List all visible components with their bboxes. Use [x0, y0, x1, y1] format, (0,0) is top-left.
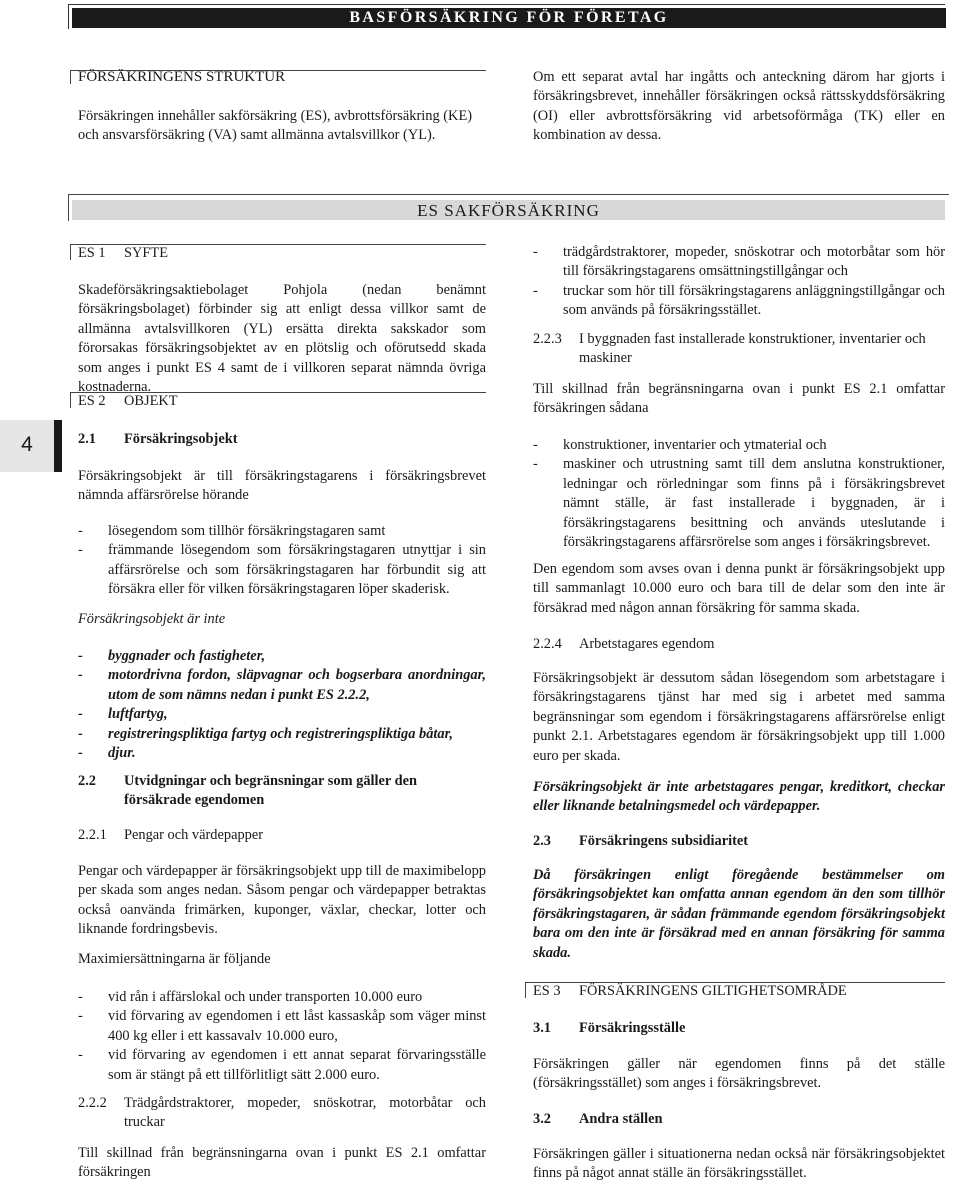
s23-title: Försäkringens subsidiaritet — [579, 833, 749, 849]
s221-body: Pengar och värdepapper är försäkringsobjekt upp till de maximibelopp per skada som anges nedan. Såsom pengar och värdepapper betraktas också oanvända frimärken, kuponger, växlar, checkar, lotter och liknande fordringsbevis. — [78, 863, 486, 938]
s21-list — [78, 522, 486, 600]
list-item: - vid rån i affärslokal och under transporten 10.000 euro — [78, 989, 423, 1005]
s224-title: Arbetstagares egendom — [579, 636, 715, 652]
s32-heading — [533, 1110, 663, 1129]
s221-title: Pengar och värdepapper — [124, 827, 264, 843]
s31-body: Försäkringen gäller när egendomen finns på det ställe (försäkringsstället) som anges i försäkringsbrevet. — [533, 1056, 945, 1092]
list-item: - vid förvaring av egendomen i ett annat separat förvaringsställe som är stängt på ett tillförlitligt sätt 2.000 euro. — [78, 1047, 486, 1083]
s31-number: 3.1 — [533, 1020, 551, 1036]
structure-body: Försäkringen innehåller sakförsäkring (ES), avbrottsförsäkring (KE) och ansvarsförsäkring (VA) samt allmänna avtalsvillkor (YL). — [78, 108, 473, 144]
es1-title: SYFTE — [124, 245, 168, 261]
page-tab-bar — [54, 420, 62, 472]
list-item: - vid förvaring av egendomen i ett låst kassaskåp som väger minst 400 kg eller i ett kassavalv 10.000 euro, — [78, 1008, 486, 1044]
structure-heading: FÖRSÄKRINGENS STRUKTUR — [78, 69, 286, 85]
list-item: - byggnader och fastigheter, — [78, 648, 266, 664]
max-heading: Maximiersättningarna är följande — [78, 951, 271, 967]
list-item: - motordrivna fordon, släpvagnar och bogserbara anordningar, utom de som nämns nedan i punkt ES 2.2.2, — [78, 667, 486, 703]
s23-heading — [533, 832, 748, 851]
es1-number: ES 1 — [78, 245, 106, 261]
s32-number: 3.2 — [533, 1111, 551, 1127]
s223-title: I byggnaden fast installerade konstruktioner, inventarier och maskiner — [579, 331, 926, 367]
s221-number: 2.2.1 — [78, 827, 107, 843]
es3-heading — [533, 982, 847, 1001]
not-objects-heading: Försäkringsobjekt är inte — [78, 611, 226, 627]
s21-body: Försäkringsobjekt är till försäkringstagarens i försäkringsbrevet nämnda affärsrörelse hörande — [78, 468, 486, 504]
list-item: - lösegendom som tillhör försäkringstagaren samt — [78, 523, 386, 539]
s224-note: Försäkringsobjekt är inte arbetstagares pengar, kreditkort, checkar eller liknande betalningsmedel och värdepapper. — [533, 779, 945, 815]
list-item: - maskiner och utrustning samt till dem anslutna konstruktioner, ledningar och rörledningar som finns på i försäkringsbrevet nämnt ställe, är fast installerade i byggnaden, är i försäkringstagarens besittning och används uteslutande i försäkringstagarens affärsrörelse som anges i försäkringsbrevet. — [533, 456, 945, 551]
s23-number: 2.3 — [533, 833, 551, 849]
s21-title: Försäkringsobjekt — [124, 431, 238, 447]
s32-title: Andra ställen — [579, 1111, 663, 1127]
s223-number: 2.2.3 — [533, 331, 562, 347]
es2-heading-tick — [70, 392, 71, 408]
s223-heading — [533, 330, 945, 369]
s22-heading — [78, 772, 486, 811]
section-title: ES SAKFÖRSÄKRING — [72, 200, 945, 220]
es2-number: ES 2 — [78, 393, 106, 409]
s224-number: 2.2.4 — [533, 636, 562, 652]
es1-body: Skadeförsäkringsaktiebolaget Pohjola (nedan benämnt försäkringsbolaget) förbinder sig att enligt dessa villkor samt de allmänna avtalsvillkoren (YL) ersätta direkta sakskador som förorsakas försäkringsobjektet av en plötslig och oförutsedd skada som anges i punkt ES 4 samt de i villkoren separat nämnda övriga kostnaderna. — [78, 282, 486, 396]
s222-number: 2.2.2 — [78, 1095, 107, 1111]
list-item: - djur. — [78, 745, 136, 762]
right-top-list — [533, 243, 945, 321]
list-item: - luftfartyg, — [78, 706, 168, 723]
es2-title: OBJEKT — [124, 393, 178, 409]
s223-body: Till skillnad från begränsningarna ovan i punkt ES 2.1 omfattar försäkringen sådana — [533, 381, 945, 417]
page-number: 4 — [21, 433, 33, 456]
max-list — [78, 988, 486, 1085]
s31-title: Försäkringsställe — [579, 1020, 686, 1036]
s221-heading — [78, 826, 263, 845]
s22-title: Utvidgningar och begränsningar som gäller den försäkrade egendomen — [124, 773, 418, 809]
es2-heading — [78, 392, 178, 411]
s31-heading — [533, 1019, 685, 1038]
es3-heading-tick — [525, 982, 526, 998]
s222-body: Till skillnad från begränsningarna ovan i punkt ES 2.1 omfattar försäkringen — [78, 1145, 486, 1181]
list-item: - konstruktioner, inventarier och ytmaterial och — [533, 437, 827, 453]
es3-number: ES 3 — [533, 983, 561, 999]
es1-heading — [78, 244, 168, 263]
not-objects-list — [78, 647, 486, 763]
list-item: - truckar som hör till försäkringstagarens anläggningstillgångar och som används på försäkringsstället. — [533, 282, 945, 319]
s21-heading — [78, 430, 238, 449]
s21-number: 2.1 — [78, 431, 96, 447]
structure-body-right: Om ett separat avtal har ingåtts och anteckning därom har gjorts i försäkringsbrevet, innehåller försäkringen också rättsskyddsförsäkring (OI) eller avbrottsförsäkring vid arbetsoförmåga (TK) eller en kombination av dessa. — [533, 69, 945, 144]
structure-heading-tick — [70, 70, 71, 84]
s222-heading — [78, 1094, 486, 1133]
es3-title: FÖRSÄKRINGENS GILTIGHETSOMRÅDE — [579, 983, 847, 999]
document-banner: BASFÖRSÄKRING FÖR FÖRETAG — [72, 8, 946, 28]
list-item: - trädgårdstraktorer, mopeder, snöskotrar och motorbåtar som hör till försäkringstagarens omsättningstillgångar och — [533, 244, 945, 280]
s222-title: Trädgårdstraktorer, mopeder, snöskotrar, motorbåtar och truckar — [124, 1095, 486, 1131]
list-item: - främmande lösegendom som försäkringstagaren utnyttjar i sin affärsrörelse och som försäkringstagaren har förbundit sig att försäkra eller för vilken försäkringstagaren löper skaderisk. — [78, 542, 486, 598]
es1-heading-tick — [70, 244, 71, 260]
s224-body: Försäkringsobjekt är dessutom sådan lösegendom som arbetstagare i försäkringstagarens tjänst har med sig i arbetet med samma begränsningar som egendom i försäkringstagarens affärsrörelse enligt punkt 2.1. Arbetstagares egendom är försäkringsobjekt upp till 1.000 euro per skada. — [533, 670, 945, 764]
s223-list — [533, 436, 945, 552]
s32-body: Försäkringen gäller i situationerna nedan också när försäkringsobjektet finns på något annat ställe än försäkringsstället. — [533, 1146, 945, 1182]
s22-number: 2.2 — [78, 773, 96, 789]
s224-heading — [533, 635, 714, 654]
s223-body2: Den egendom som avses ovan i denna punkt är försäkringsobjekt upp till sammanlagt 10.000 euro och bara till de delar som den inte är försäkrad med någon annan försäkring för samma skada. — [533, 561, 945, 616]
list-item: - registreringspliktiga fartyg och registreringspliktiga båtar, — [78, 725, 454, 742]
s23-body: Då försäkringen enligt föregående bestämmelser om försäkringsobjektet kan omfatta annan egendom än den som tillhör försäkringstagaren, är sådan främmande egendom försäkringsobjekt bara om den inte är försäkrad med en annan försäkring för samma skada. — [533, 867, 945, 961]
